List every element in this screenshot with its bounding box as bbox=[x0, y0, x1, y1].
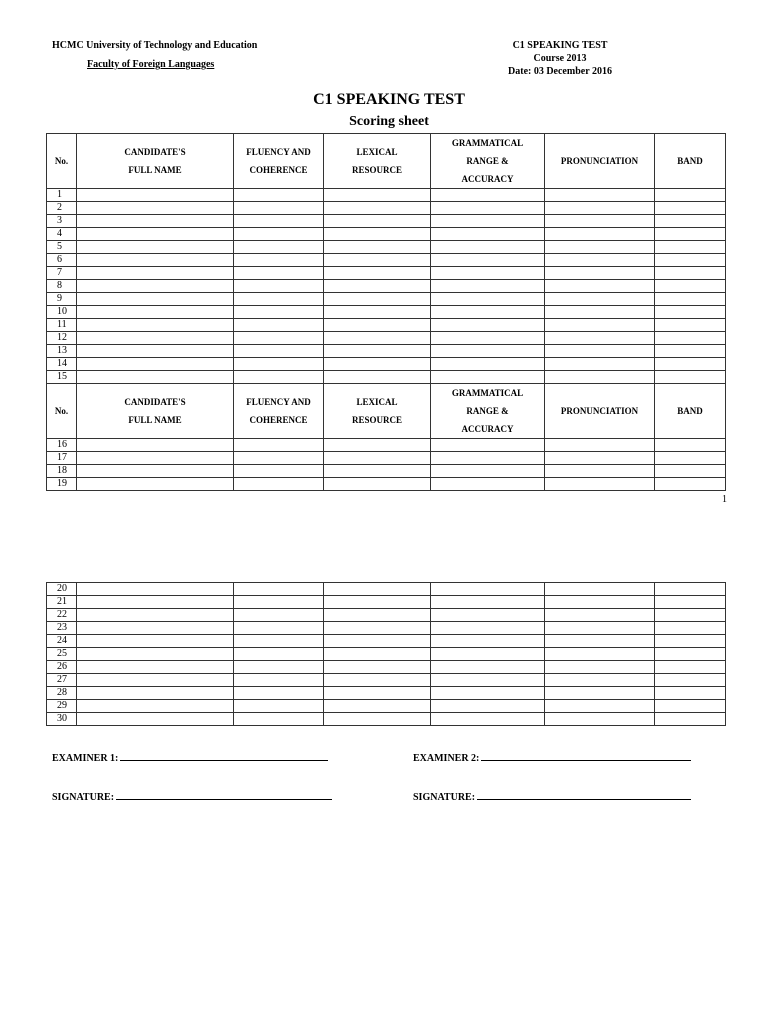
table-row bbox=[47, 254, 726, 267]
fluency-cell[interactable] bbox=[234, 189, 324, 202]
fluency-cell[interactable] bbox=[234, 622, 324, 635]
table-row bbox=[47, 332, 726, 345]
table-row bbox=[47, 622, 726, 635]
row-number: 19 bbox=[47, 478, 77, 491]
band-cell[interactable] bbox=[655, 241, 726, 254]
row-number: 26 bbox=[47, 661, 77, 674]
candidate-name-cell[interactable] bbox=[77, 478, 234, 491]
grammar-cell[interactable] bbox=[431, 596, 545, 609]
grammar-cell[interactable] bbox=[431, 583, 545, 596]
column-header-row bbox=[47, 384, 726, 439]
row-number: 16 bbox=[47, 439, 77, 452]
lexical-cell[interactable] bbox=[324, 254, 431, 267]
row-number: 27 bbox=[47, 674, 77, 687]
table-row bbox=[47, 293, 726, 306]
table-row bbox=[47, 439, 726, 452]
band-cell[interactable] bbox=[655, 648, 726, 661]
band-cell[interactable] bbox=[655, 700, 726, 713]
row-number: 7 bbox=[47, 267, 77, 280]
examiner-1-line[interactable] bbox=[120, 751, 328, 761]
grammar-cell[interactable] bbox=[431, 661, 545, 674]
col-header-lexical-line: RESOURCE bbox=[351, 415, 402, 425]
candidate-name-cell[interactable] bbox=[77, 674, 234, 687]
candidate-name-cell[interactable] bbox=[77, 609, 234, 622]
examiner-2-line[interactable] bbox=[481, 751, 691, 761]
fluency-cell[interactable] bbox=[234, 635, 324, 648]
grammar-cell[interactable] bbox=[431, 254, 545, 267]
band-cell[interactable] bbox=[655, 609, 726, 622]
candidate-name-cell[interactable] bbox=[77, 687, 234, 700]
pronunciation-cell[interactable] bbox=[545, 254, 655, 267]
col-header-fluency-line: COHERENCE bbox=[249, 165, 308, 175]
fluency-cell[interactable] bbox=[234, 319, 324, 332]
candidate-name-cell[interactable] bbox=[77, 293, 234, 306]
band-cell[interactable] bbox=[655, 687, 726, 700]
table-row bbox=[47, 596, 726, 609]
pronunciation-cell[interactable] bbox=[545, 439, 655, 452]
grammar-cell[interactable] bbox=[431, 228, 545, 241]
band-cell[interactable] bbox=[655, 371, 726, 384]
examiner-1-label: EXAMINER 1: bbox=[52, 753, 119, 764]
lexical-cell[interactable] bbox=[324, 280, 431, 293]
band-cell[interactable] bbox=[655, 228, 726, 241]
table-row bbox=[47, 280, 726, 293]
col-header-fluency-line: FLUENCY AND bbox=[246, 397, 311, 407]
lexical-cell[interactable] bbox=[324, 452, 431, 465]
grammar-cell[interactable] bbox=[431, 635, 545, 648]
table-row bbox=[47, 713, 726, 726]
fluency-cell[interactable] bbox=[234, 280, 324, 293]
candidate-name-cell[interactable] bbox=[77, 202, 234, 215]
col-header-fluency bbox=[234, 384, 324, 439]
col-header-pronunciation: PRONUNCIATION bbox=[545, 384, 655, 439]
pronunciation-cell[interactable] bbox=[545, 674, 655, 687]
grammar-cell[interactable] bbox=[431, 280, 545, 293]
fluency-cell[interactable] bbox=[234, 452, 324, 465]
col-header-no: No. bbox=[47, 134, 77, 189]
table-row bbox=[47, 345, 726, 358]
table-row bbox=[47, 465, 726, 478]
lexical-cell[interactable] bbox=[324, 635, 431, 648]
pronunciation-cell[interactable] bbox=[545, 648, 655, 661]
candidate-name-cell[interactable] bbox=[77, 648, 234, 661]
row-number: 17 bbox=[47, 452, 77, 465]
fluency-cell[interactable] bbox=[234, 358, 324, 371]
grammar-cell[interactable] bbox=[431, 700, 545, 713]
fluency-cell[interactable] bbox=[234, 465, 324, 478]
fluency-cell[interactable] bbox=[234, 228, 324, 241]
grammar-cell[interactable] bbox=[431, 648, 545, 661]
university-name: HCMC University of Technology and Education bbox=[52, 40, 258, 51]
lexical-cell[interactable] bbox=[324, 439, 431, 452]
table-row bbox=[47, 189, 726, 202]
grammar-cell[interactable] bbox=[431, 358, 545, 371]
table-row bbox=[47, 371, 726, 384]
pronunciation-cell[interactable] bbox=[545, 241, 655, 254]
grammar-cell[interactable] bbox=[431, 713, 545, 726]
candidate-name-cell[interactable] bbox=[77, 622, 234, 635]
lexical-cell[interactable] bbox=[324, 215, 431, 228]
band-cell[interactable] bbox=[655, 215, 726, 228]
pronunciation-cell[interactable] bbox=[545, 452, 655, 465]
table-row bbox=[47, 700, 726, 713]
candidate-name-cell[interactable] bbox=[77, 713, 234, 726]
lexical-cell[interactable] bbox=[324, 189, 431, 202]
band-cell[interactable] bbox=[655, 267, 726, 280]
grammar-cell[interactable] bbox=[431, 465, 545, 478]
fluency-cell[interactable] bbox=[234, 478, 324, 491]
table-row bbox=[47, 635, 726, 648]
row-number: 24 bbox=[47, 635, 77, 648]
band-cell[interactable] bbox=[655, 661, 726, 674]
col-header-lexical-line: LEXICAL bbox=[356, 397, 398, 407]
row-number: 30 bbox=[47, 713, 77, 726]
col-header-grammar bbox=[431, 134, 545, 189]
fluency-cell[interactable] bbox=[234, 293, 324, 306]
grammar-cell[interactable] bbox=[431, 306, 545, 319]
pronunciation-cell[interactable] bbox=[545, 358, 655, 371]
candidate-name-cell[interactable] bbox=[77, 661, 234, 674]
candidate-name-cell[interactable] bbox=[77, 452, 234, 465]
col-header-lexical-line: LEXICAL bbox=[356, 147, 398, 157]
fluency-cell[interactable] bbox=[234, 596, 324, 609]
test-name: C1 SPEAKING TEST bbox=[512, 40, 608, 51]
grammar-cell[interactable] bbox=[431, 452, 545, 465]
band-cell[interactable] bbox=[655, 358, 726, 371]
examiner-2-field[interactable] bbox=[413, 751, 691, 764]
lexical-cell[interactable] bbox=[324, 478, 431, 491]
lexical-cell[interactable] bbox=[324, 319, 431, 332]
table-row bbox=[47, 267, 726, 280]
grammar-cell[interactable] bbox=[431, 371, 545, 384]
band-cell[interactable] bbox=[655, 583, 726, 596]
grammar-cell[interactable] bbox=[431, 687, 545, 700]
col-header-fluency-line: COHERENCE bbox=[249, 415, 308, 425]
candidate-name-cell[interactable] bbox=[77, 358, 234, 371]
grammar-cell[interactable] bbox=[431, 439, 545, 452]
signature-2-field[interactable] bbox=[413, 790, 691, 803]
fluency-cell[interactable] bbox=[234, 700, 324, 713]
col-header-lexical-line: RESOURCE bbox=[351, 165, 402, 175]
row-number: 12 bbox=[47, 332, 77, 345]
pronunciation-cell[interactable] bbox=[545, 228, 655, 241]
course-label: Course 2013 bbox=[533, 53, 587, 64]
fluency-cell[interactable] bbox=[234, 713, 324, 726]
row-number: 21 bbox=[47, 596, 77, 609]
lexical-cell[interactable] bbox=[324, 687, 431, 700]
lexical-cell[interactable] bbox=[324, 648, 431, 661]
fluency-cell[interactable] bbox=[234, 661, 324, 674]
col-header-candidate-name-line: FULL NAME bbox=[128, 165, 182, 175]
test-date: Date: 03 December 2016 bbox=[508, 66, 612, 77]
band-cell[interactable] bbox=[655, 293, 726, 306]
col-header-candidate-name bbox=[77, 384, 234, 439]
row-number: 6 bbox=[47, 254, 77, 267]
table-row bbox=[47, 452, 726, 465]
row-number: 15 bbox=[47, 371, 77, 384]
grammar-cell[interactable] bbox=[431, 202, 545, 215]
band-cell[interactable] bbox=[655, 254, 726, 267]
grammar-cell[interactable] bbox=[431, 609, 545, 622]
col-header-grammar-line: GRAMMATICAL bbox=[451, 388, 524, 398]
signature-2-line[interactable] bbox=[477, 790, 691, 800]
pronunciation-cell[interactable] bbox=[545, 293, 655, 306]
lexical-cell[interactable] bbox=[324, 332, 431, 345]
table-row bbox=[47, 674, 726, 687]
col-header-band: BAND bbox=[655, 384, 726, 439]
grammar-cell[interactable] bbox=[431, 478, 545, 491]
pronunciation-cell[interactable] bbox=[545, 583, 655, 596]
grammar-cell[interactable] bbox=[431, 622, 545, 635]
candidate-name-cell[interactable] bbox=[77, 332, 234, 345]
col-header-pronunciation: PRONUNCIATION bbox=[545, 134, 655, 189]
row-number: 9 bbox=[47, 293, 77, 306]
row-number: 25 bbox=[47, 648, 77, 661]
candidate-name-cell[interactable] bbox=[77, 306, 234, 319]
band-cell[interactable] bbox=[655, 280, 726, 293]
page-title: C1 SPEAKING TEST bbox=[313, 91, 465, 108]
lexical-cell[interactable] bbox=[324, 609, 431, 622]
band-cell[interactable] bbox=[655, 306, 726, 319]
page-number: 1 bbox=[722, 494, 727, 505]
examiner-2-label: EXAMINER 2: bbox=[413, 753, 480, 764]
pronunciation-cell[interactable] bbox=[545, 635, 655, 648]
fluency-cell[interactable] bbox=[234, 332, 324, 345]
candidate-name-cell[interactable] bbox=[77, 596, 234, 609]
signature-1-field[interactable] bbox=[52, 790, 332, 803]
band-cell[interactable] bbox=[655, 202, 726, 215]
row-number: 28 bbox=[47, 687, 77, 700]
table-row bbox=[47, 306, 726, 319]
row-number: 1 bbox=[47, 189, 77, 202]
grammar-cell[interactable] bbox=[431, 267, 545, 280]
lexical-cell[interactable] bbox=[324, 267, 431, 280]
fluency-cell[interactable] bbox=[234, 215, 324, 228]
band-cell[interactable] bbox=[655, 713, 726, 726]
table-row bbox=[47, 228, 726, 241]
lexical-cell[interactable] bbox=[324, 713, 431, 726]
row-number: 20 bbox=[47, 583, 77, 596]
col-header-grammar bbox=[431, 384, 545, 439]
band-cell[interactable] bbox=[655, 674, 726, 687]
grammar-cell[interactable] bbox=[431, 319, 545, 332]
col-header-fluency bbox=[234, 134, 324, 189]
band-cell[interactable] bbox=[655, 478, 726, 491]
pronunciation-cell[interactable] bbox=[545, 280, 655, 293]
candidate-name-cell[interactable] bbox=[77, 439, 234, 452]
fluency-cell[interactable] bbox=[234, 583, 324, 596]
row-number: 10 bbox=[47, 306, 77, 319]
table-row bbox=[47, 583, 726, 596]
col-header-no: No. bbox=[47, 384, 77, 439]
table-row bbox=[47, 648, 726, 661]
pronunciation-cell[interactable] bbox=[545, 465, 655, 478]
fluency-cell[interactable] bbox=[234, 674, 324, 687]
lexical-cell[interactable] bbox=[324, 293, 431, 306]
col-header-grammar-line: ACCURACY bbox=[461, 174, 514, 184]
band-cell[interactable] bbox=[655, 189, 726, 202]
col-header-candidate-name-line: FULL NAME bbox=[128, 415, 182, 425]
fluency-cell[interactable] bbox=[234, 439, 324, 452]
table-row bbox=[47, 687, 726, 700]
table-row bbox=[47, 319, 726, 332]
fluency-cell[interactable] bbox=[234, 345, 324, 358]
page-subtitle: Scoring sheet bbox=[349, 114, 429, 129]
pronunciation-cell[interactable] bbox=[545, 700, 655, 713]
col-header-grammar-line: GRAMMATICAL bbox=[451, 138, 524, 148]
column-header-row bbox=[47, 134, 726, 189]
pronunciation-cell[interactable] bbox=[545, 319, 655, 332]
pronunciation-cell[interactable] bbox=[545, 687, 655, 700]
lexical-cell[interactable] bbox=[324, 596, 431, 609]
pronunciation-cell[interactable] bbox=[545, 713, 655, 726]
candidate-name-cell[interactable] bbox=[77, 280, 234, 293]
signature-1-line[interactable] bbox=[116, 790, 332, 800]
col-header-fluency-line: FLUENCY AND bbox=[246, 147, 311, 157]
row-number: 4 bbox=[47, 228, 77, 241]
pronunciation-cell[interactable] bbox=[545, 267, 655, 280]
lexical-cell[interactable] bbox=[324, 241, 431, 254]
grammar-cell[interactable] bbox=[431, 215, 545, 228]
row-number: 18 bbox=[47, 465, 77, 478]
grammar-cell[interactable] bbox=[431, 674, 545, 687]
candidate-name-cell[interactable] bbox=[77, 465, 234, 478]
row-number: 2 bbox=[47, 202, 77, 215]
fluency-cell[interactable] bbox=[234, 306, 324, 319]
col-header-candidate-name-line: CANDIDATE'S bbox=[124, 147, 186, 157]
candidate-name-cell[interactable] bbox=[77, 189, 234, 202]
pronunciation-cell[interactable] bbox=[545, 609, 655, 622]
fluency-cell[interactable] bbox=[234, 202, 324, 215]
table-row bbox=[47, 609, 726, 622]
band-cell[interactable] bbox=[655, 439, 726, 452]
row-number: 11 bbox=[47, 319, 77, 332]
grammar-cell[interactable] bbox=[431, 241, 545, 254]
fluency-cell[interactable] bbox=[234, 687, 324, 700]
pronunciation-cell[interactable] bbox=[545, 202, 655, 215]
pronunciation-cell[interactable] bbox=[545, 371, 655, 384]
lexical-cell[interactable] bbox=[324, 583, 431, 596]
row-number: 5 bbox=[47, 241, 77, 254]
test-info-block bbox=[470, 39, 650, 78]
candidate-name-cell[interactable] bbox=[77, 267, 234, 280]
pronunciation-cell[interactable] bbox=[545, 306, 655, 319]
grammar-cell[interactable] bbox=[431, 189, 545, 202]
lexical-cell[interactable] bbox=[324, 202, 431, 215]
lexical-cell[interactable] bbox=[324, 674, 431, 687]
row-number: 3 bbox=[47, 215, 77, 228]
row-number: 22 bbox=[47, 609, 77, 622]
row-number: 14 bbox=[47, 358, 77, 371]
lexical-cell[interactable] bbox=[324, 622, 431, 635]
band-cell[interactable] bbox=[655, 622, 726, 635]
band-cell[interactable] bbox=[655, 596, 726, 609]
lexical-cell[interactable] bbox=[324, 306, 431, 319]
fluency-cell[interactable] bbox=[234, 241, 324, 254]
col-header-band: BAND bbox=[655, 134, 726, 189]
pronunciation-cell[interactable] bbox=[545, 345, 655, 358]
row-number: 23 bbox=[47, 622, 77, 635]
lexical-cell[interactable] bbox=[324, 465, 431, 478]
table-row bbox=[47, 241, 726, 254]
col-header-candidate-name-line: CANDIDATE'S bbox=[124, 397, 186, 407]
signature-1-label: SIGNATURE: bbox=[52, 792, 115, 803]
table-row bbox=[47, 358, 726, 371]
faculty-name: Faculty of Foreign Languages bbox=[87, 59, 215, 70]
lexical-cell[interactable] bbox=[324, 358, 431, 371]
band-cell[interactable] bbox=[655, 465, 726, 478]
lexical-cell[interactable] bbox=[324, 700, 431, 713]
grammar-cell[interactable] bbox=[431, 293, 545, 306]
table-row bbox=[47, 202, 726, 215]
col-header-candidate-name bbox=[77, 134, 234, 189]
pronunciation-cell[interactable] bbox=[545, 661, 655, 674]
fluency-cell[interactable] bbox=[234, 254, 324, 267]
candidate-name-cell[interactable] bbox=[77, 635, 234, 648]
pronunciation-cell[interactable] bbox=[545, 332, 655, 345]
candidate-name-cell[interactable] bbox=[77, 254, 234, 267]
col-header-lexical bbox=[324, 384, 431, 439]
fluency-cell[interactable] bbox=[234, 267, 324, 280]
row-number: 13 bbox=[47, 345, 77, 358]
lexical-cell[interactable] bbox=[324, 661, 431, 674]
lexical-cell[interactable] bbox=[324, 371, 431, 384]
pronunciation-cell[interactable] bbox=[545, 622, 655, 635]
col-header-grammar-line: RANGE & bbox=[466, 406, 509, 416]
grammar-cell[interactable] bbox=[431, 332, 545, 345]
candidate-name-cell[interactable] bbox=[77, 319, 234, 332]
band-cell[interactable] bbox=[655, 345, 726, 358]
table-row bbox=[47, 215, 726, 228]
fluency-cell[interactable] bbox=[234, 648, 324, 661]
scoring-table-page-2 bbox=[46, 582, 726, 726]
candidate-name-cell[interactable] bbox=[77, 241, 234, 254]
band-cell[interactable] bbox=[655, 635, 726, 648]
col-header-lexical bbox=[324, 134, 431, 189]
scoring-table-page-1 bbox=[46, 133, 726, 491]
candidate-name-cell[interactable] bbox=[77, 371, 234, 384]
col-header-grammar-line: RANGE & bbox=[466, 156, 509, 166]
band-cell[interactable] bbox=[655, 332, 726, 345]
col-header-grammar-line: ACCURACY bbox=[461, 424, 514, 434]
pronunciation-cell[interactable] bbox=[545, 478, 655, 491]
candidate-name-cell[interactable] bbox=[77, 700, 234, 713]
examiner-1-field[interactable] bbox=[52, 751, 328, 764]
pronunciation-cell[interactable] bbox=[545, 189, 655, 202]
band-cell[interactable] bbox=[655, 452, 726, 465]
pronunciation-cell[interactable] bbox=[545, 596, 655, 609]
row-number: 8 bbox=[47, 280, 77, 293]
candidate-name-cell[interactable] bbox=[77, 345, 234, 358]
candidate-name-cell[interactable] bbox=[77, 583, 234, 596]
grammar-cell[interactable] bbox=[431, 345, 545, 358]
candidate-name-cell[interactable] bbox=[77, 215, 234, 228]
table-row bbox=[47, 661, 726, 674]
fluency-cell[interactable] bbox=[234, 371, 324, 384]
lexical-cell[interactable] bbox=[324, 345, 431, 358]
table-row bbox=[47, 478, 726, 491]
candidate-name-cell[interactable] bbox=[77, 228, 234, 241]
signature-2-label: SIGNATURE: bbox=[413, 792, 476, 803]
row-number: 29 bbox=[47, 700, 77, 713]
lexical-cell[interactable] bbox=[324, 228, 431, 241]
fluency-cell[interactable] bbox=[234, 609, 324, 622]
pronunciation-cell[interactable] bbox=[545, 215, 655, 228]
band-cell[interactable] bbox=[655, 319, 726, 332]
